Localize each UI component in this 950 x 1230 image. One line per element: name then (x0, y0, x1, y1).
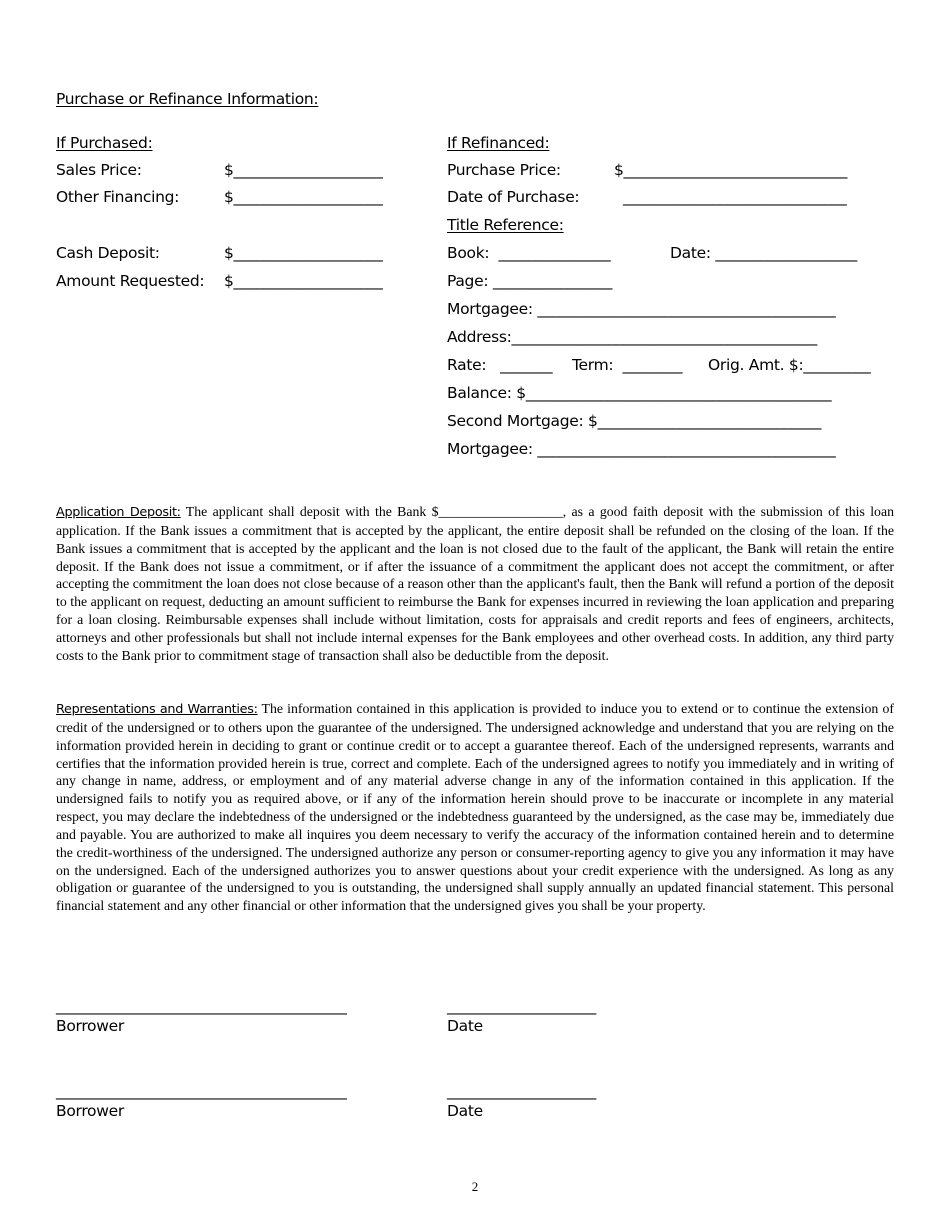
second-mortgage-field[interactable]: Second Mortgage: $______________________________ (447, 412, 822, 430)
cash-deposit-field[interactable]: $____________________ (224, 244, 383, 262)
address-field[interactable]: Address:_________________________________________ (447, 328, 818, 346)
date-of-purchase-field[interactable]: ______________________________ (623, 188, 847, 206)
representations-paragraph (56, 700, 894, 915)
cash-deposit-label: Cash Deposit: (56, 244, 160, 262)
purchase-price-field[interactable]: $______________________________ (614, 161, 848, 179)
date-label-2: Date (447, 1102, 483, 1120)
borrower-signature-line-2[interactable]: _______________________________________ (56, 1082, 347, 1100)
page-number: 2 (471, 1179, 479, 1194)
application-deposit-label: Application Deposit: (56, 505, 181, 520)
page-field[interactable]: Page: ________________ (447, 272, 613, 290)
sales-price-label: Sales Price: (56, 161, 142, 179)
date-signature-line[interactable]: ____________________ (447, 997, 597, 1015)
term-field[interactable]: Term: ________ (572, 356, 683, 374)
representations-label: Representations and Warranties: (56, 702, 258, 717)
purchased-heading: If Purchased: (56, 134, 153, 152)
book-field[interactable]: Book: _______________ (447, 244, 611, 262)
orig-amount-field[interactable]: Orig. Amt. $:_________ (708, 356, 871, 374)
borrower-label-2: Borrower (56, 1102, 124, 1120)
date-of-purchase-label: Date of Purchase: (447, 188, 580, 206)
amount-requested-label: Amount Requested: (56, 272, 205, 290)
section-title: Purchase or Refinance Information: (56, 90, 319, 108)
mortgagee-field[interactable]: Mortgagee: ________________________________________ (447, 300, 836, 318)
purchase-price-label: Purchase Price: (447, 161, 561, 179)
amount-requested-field[interactable]: $____________________ (224, 272, 383, 290)
second-mortgagee-field[interactable]: Mortgagee: ________________________________________ (447, 440, 836, 458)
other-financing-label: Other Financing: (56, 188, 180, 206)
date-label: Date (447, 1017, 483, 1035)
application-deposit-text: The applicant shall deposit with the Bank $__________________, as a good faith deposit with the submission of this loan application. If the Bank issues a commitment that is accepted by the applicant, the entire deposit shall be refunded on the closing of the loan. If the Bank issues a commitment that is accepted by the applicant and the loan is not closed due to the fault of the applicant, the Bank will retain the entire deposit. If the Bank does not issue a commitment, or if after the issuance of a commitment the applicant does not accept the commitment, or after accepting the commitment the loan does not close because of a reason other than the applicant's fault, then the Bank will refund a portion of the deposit to the applicant on request, deducting an amount sufficient to reimburse the Bank for expenses incurred in reviewing the loan application and preparing for a loan closing. Reimbursable expenses shall include without limitation, costs for appraisals and credit reports and fees of engineers, architects, attorneys and other professionals but shall not include internal expenses for the Bank employees and other overhead costs. In addition, any third party costs to the Bank prior to commitment stage of transaction shall also be deductible from the deposit. (56, 504, 894, 663)
application-deposit-paragraph (56, 503, 894, 665)
date-signature-line-2[interactable]: ____________________ (447, 1082, 597, 1100)
borrower-label: Borrower (56, 1017, 124, 1035)
title-reference-label: Title Reference: (447, 216, 564, 234)
representations-text: The information contained in this application is provided to induce you to extend or to continue the extension of credit of the undersigned or to others upon the guarantee of the undersigned. The undersigned acknowledge and understand that you are relying on the information provided herein in deciding to grant or continue credit or to accept a guarantee thereof. Each of the undersigned represents, warrants and certifies that the information provided herein is true, correct and complete. Each of the undersigned agrees to notify you immediately and in writing of any change in name, address, or employment and of any material adverse change in any of the information contained in this application. If the undersigned fails to notify you as required above, or if any of the information herein should prove to be inaccurate or incomplete in any material respect, you may declare the indebtedness of the undersigned or the indebtedness guaranteed by the undersigned, as the case may be, immediately due and payable. You are authorized to make all inquires you deem necessary to verify the accuracy of the information contained herein and to determine the credit-worthiness of the undersigned. The undersigned authorize any person or consumer-reporting agency to give you any information it may have on the undersigned. Each of the undersigned authorizes you to answer questions about your credit experience with the undersigned. As long as any obligation or guarantee of the undersigned to you is outstanding, the undersigned shall supply annually an updated financial statement. This personal financial statement and any other financial or other information that the undersigned gives you shall be your property. (56, 701, 894, 914)
title-date-field[interactable]: Date: ___________________ (670, 244, 857, 262)
sales-price-field[interactable]: $____________________ (224, 161, 383, 179)
refinanced-heading: If Refinanced: (447, 134, 550, 152)
rate-field[interactable]: Rate: _______ (447, 356, 553, 374)
balance-field[interactable]: Balance: $_________________________________________ (447, 384, 832, 402)
other-financing-field[interactable]: $____________________ (224, 188, 383, 206)
borrower-signature-line[interactable]: _______________________________________ (56, 997, 347, 1015)
